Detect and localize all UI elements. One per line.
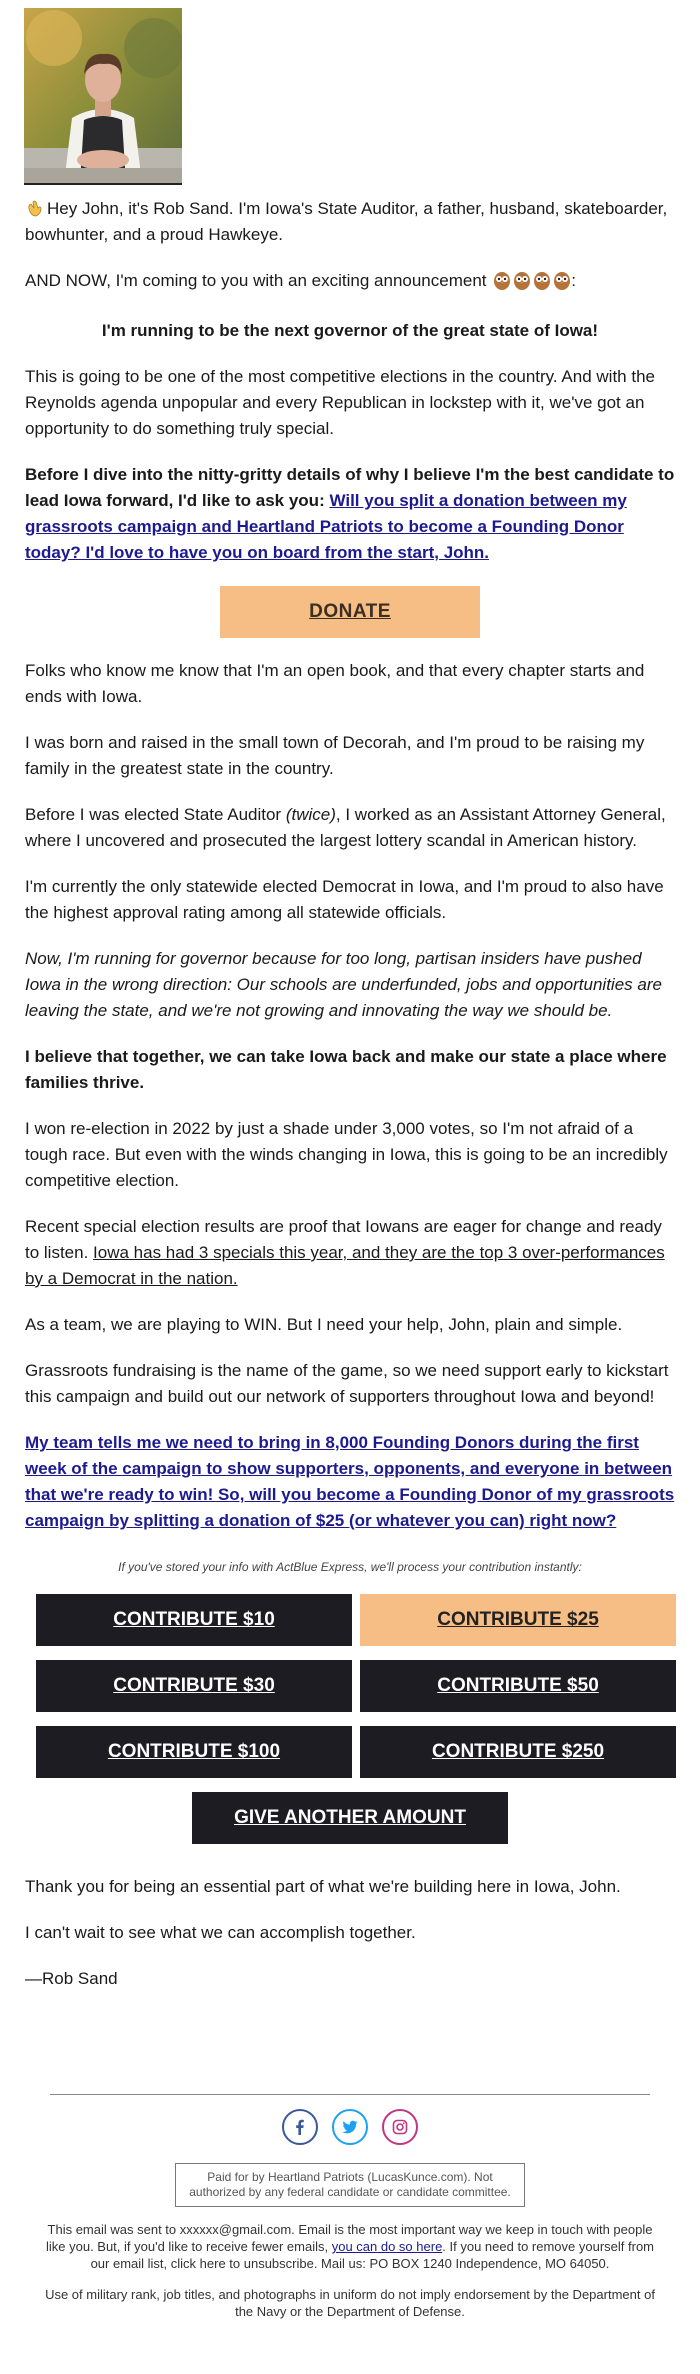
ask-paragraph: Before I dive into the nitty-gritty details of why I believe I'm the best candidate to lead Iowa forward, I'd like to ask you: Will you split a donation between my grassroots campaign and Heartland Patriots to become a Founding Donor today? I'd love to have you on board from the start, John. [25, 465, 675, 562]
military-disclaimer: Use of military rank, job titles, and photographs in uniform do not imply endorsement by the Department of the Navy or the Department of Defense. [45, 2287, 655, 2319]
owl-icon [533, 270, 551, 290]
greeting-paragraph: Hey John, it's Rob Sand. I'm Iowa's State Auditor, a father, husband, skateboarder, bowhunter, and a proud Hawkeye. [25, 199, 668, 244]
body-paragraph: As a team, we are playing to WIN. But I need your help, John, plain and simple. [25, 1315, 623, 1334]
fewer-emails-link[interactable]: you can do so here [331, 2239, 443, 2254]
owl-icon [513, 270, 531, 290]
give-another-amount-button[interactable]: GIVE ANOTHER AMOUNT [192, 1792, 508, 1844]
body-paragraph: I won re-election in 2022 by just a shade under 3,000 votes, so I'm not afraid of a tough race. But even with the winds changing in Iowa, this is going to be an incredibly competitive election. [25, 1119, 668, 1190]
facebook-icon[interactable] [282, 2109, 318, 2145]
body-paragraph: Before I was elected State Auditor (twice), I worked as an Assistant Attorney General, where I uncovered and prosecuted the largest lottery scandal in American history. [25, 805, 666, 850]
closing-line: Thank you for being an essential part of what we're building here in Iowa, John. [25, 1877, 621, 1896]
special-elections-link[interactable]: Iowa has had 3 specials this year, and they are the top 3 over-performances by a Democrat in the nation. [25, 1243, 665, 1288]
closing-line: I can't wait to see what we can accomplish together. [25, 1923, 416, 1942]
owl-icon [553, 270, 571, 290]
social-links [0, 2109, 700, 2149]
twitter-icon[interactable] [332, 2109, 368, 2145]
footer-fine-print: This email was sent to xxxxxx@gmail.com. Email is the most important way we keep in touch with people like you. But, if you'd like to receive fewer emails, you can do so here. If you need to remove yourself from our email list, click here to unsubscribe. Mail us: PO BOX 1240 Independence, MO 64050. [45, 2222, 655, 2271]
body-paragraph: I'm currently the only statewide elected Democrat in Iowa, and I'm proud to also have the highest approval rating among all statewide officials. [25, 877, 664, 922]
contribute-100-button[interactable]: CONTRIBUTE $100 [36, 1726, 352, 1778]
founding-donor-link[interactable]: Will you split a donation between my grassroots campaign and Heartland Patriots to become a Founding Donor today? I'd love to have you on board from the start, John. [25, 491, 627, 562]
contribute-250-button[interactable]: CONTRIBUTE $250 [360, 1726, 676, 1778]
owl-icon [493, 270, 511, 290]
footer [0, 2094, 700, 2320]
founding-donor-cta-link[interactable]: My team tells me we need to bring in 8,000 Founding Donors during the first week of the campaign to show supporters, opponents, and everyone in between that we're ready to win! So, will you become a Founding Donor of my grassroots campaign by splitting a donation of $25 (or whatever you can) right now? [25, 1433, 675, 1530]
donate-button[interactable]: DONATE [220, 586, 480, 638]
closing [25, 1874, 675, 1992]
signature: —Rob Sand [25, 1969, 118, 1988]
message-content [25, 196, 675, 2012]
body-paragraph: Grassroots fundraising is the name of the game, so we need support early to kickstart this campaign and build out our network of supporters throughout Iowa and beyond! [25, 1361, 669, 1406]
body-paragraph: Now, I'm running for governor because for too long, partisan insiders have pushed Iowa in the wrong direction: Our schools are underfunded, jobs and opportunities are leaving the state, and we're not growing and innovating the way we should be. [25, 949, 662, 1020]
contribute-50-button[interactable]: CONTRIBUTE $50 [360, 1660, 676, 1712]
body-paragraph: I was born and raised in the small town of Decorah, and I'm proud to be raising my family in the greatest state in the country. [25, 733, 645, 778]
candidate-photo [24, 8, 182, 185]
contribute-25-button[interactable]: CONTRIBUTE $25 [360, 1594, 676, 1646]
body-paragraph: I believe that together, we can take Iowa back and make our state a place where families thrive. [25, 1047, 667, 1092]
waving-hand-icon [25, 199, 43, 217]
body-paragraph: Recent special election results are proof that Iowans are eager for change and ready to listen. Iowa has had 3 specials this year, and they are the top 3 over-performances by a Democrat in the nation. [25, 1217, 665, 1288]
contribute-grid [36, 1594, 675, 1778]
body-paragraph: Folks who know me know that I'm an open book, and that every chapter starts and ends with Iowa. [25, 661, 645, 706]
contribute-10-button[interactable]: CONTRIBUTE $10 [36, 1594, 352, 1646]
instagram-icon[interactable] [382, 2109, 418, 2145]
body-paragraph [25, 1430, 675, 1534]
headline: I'm running to be the next governor of the great state of Iowa! [101, 321, 599, 340]
announcement-paragraph: AND NOW, I'm coming to you with an exciting announcement : [25, 268, 675, 298]
actblue-note: If you've stored your info with ActBlue Express, we'll process your contribution instantly: [118, 1560, 582, 1574]
contribute-30-button[interactable]: CONTRIBUTE $30 [36, 1660, 352, 1712]
paid-for-disclaimer: Paid for by Heartland Patriots (LucasKunce.com). Not authorized by any federal candidate or candidate committee. [175, 2163, 525, 2207]
intro-paragraph: This is going to be one of the most competitive elections in the country. And with the Reynolds agenda unpopular and every Republican in lockstep with it, we've got an opportunity to do something truly special. [25, 367, 655, 438]
owl-emoji-group [491, 270, 571, 298]
footer-divider [50, 2094, 650, 2095]
donate-row [25, 586, 675, 638]
